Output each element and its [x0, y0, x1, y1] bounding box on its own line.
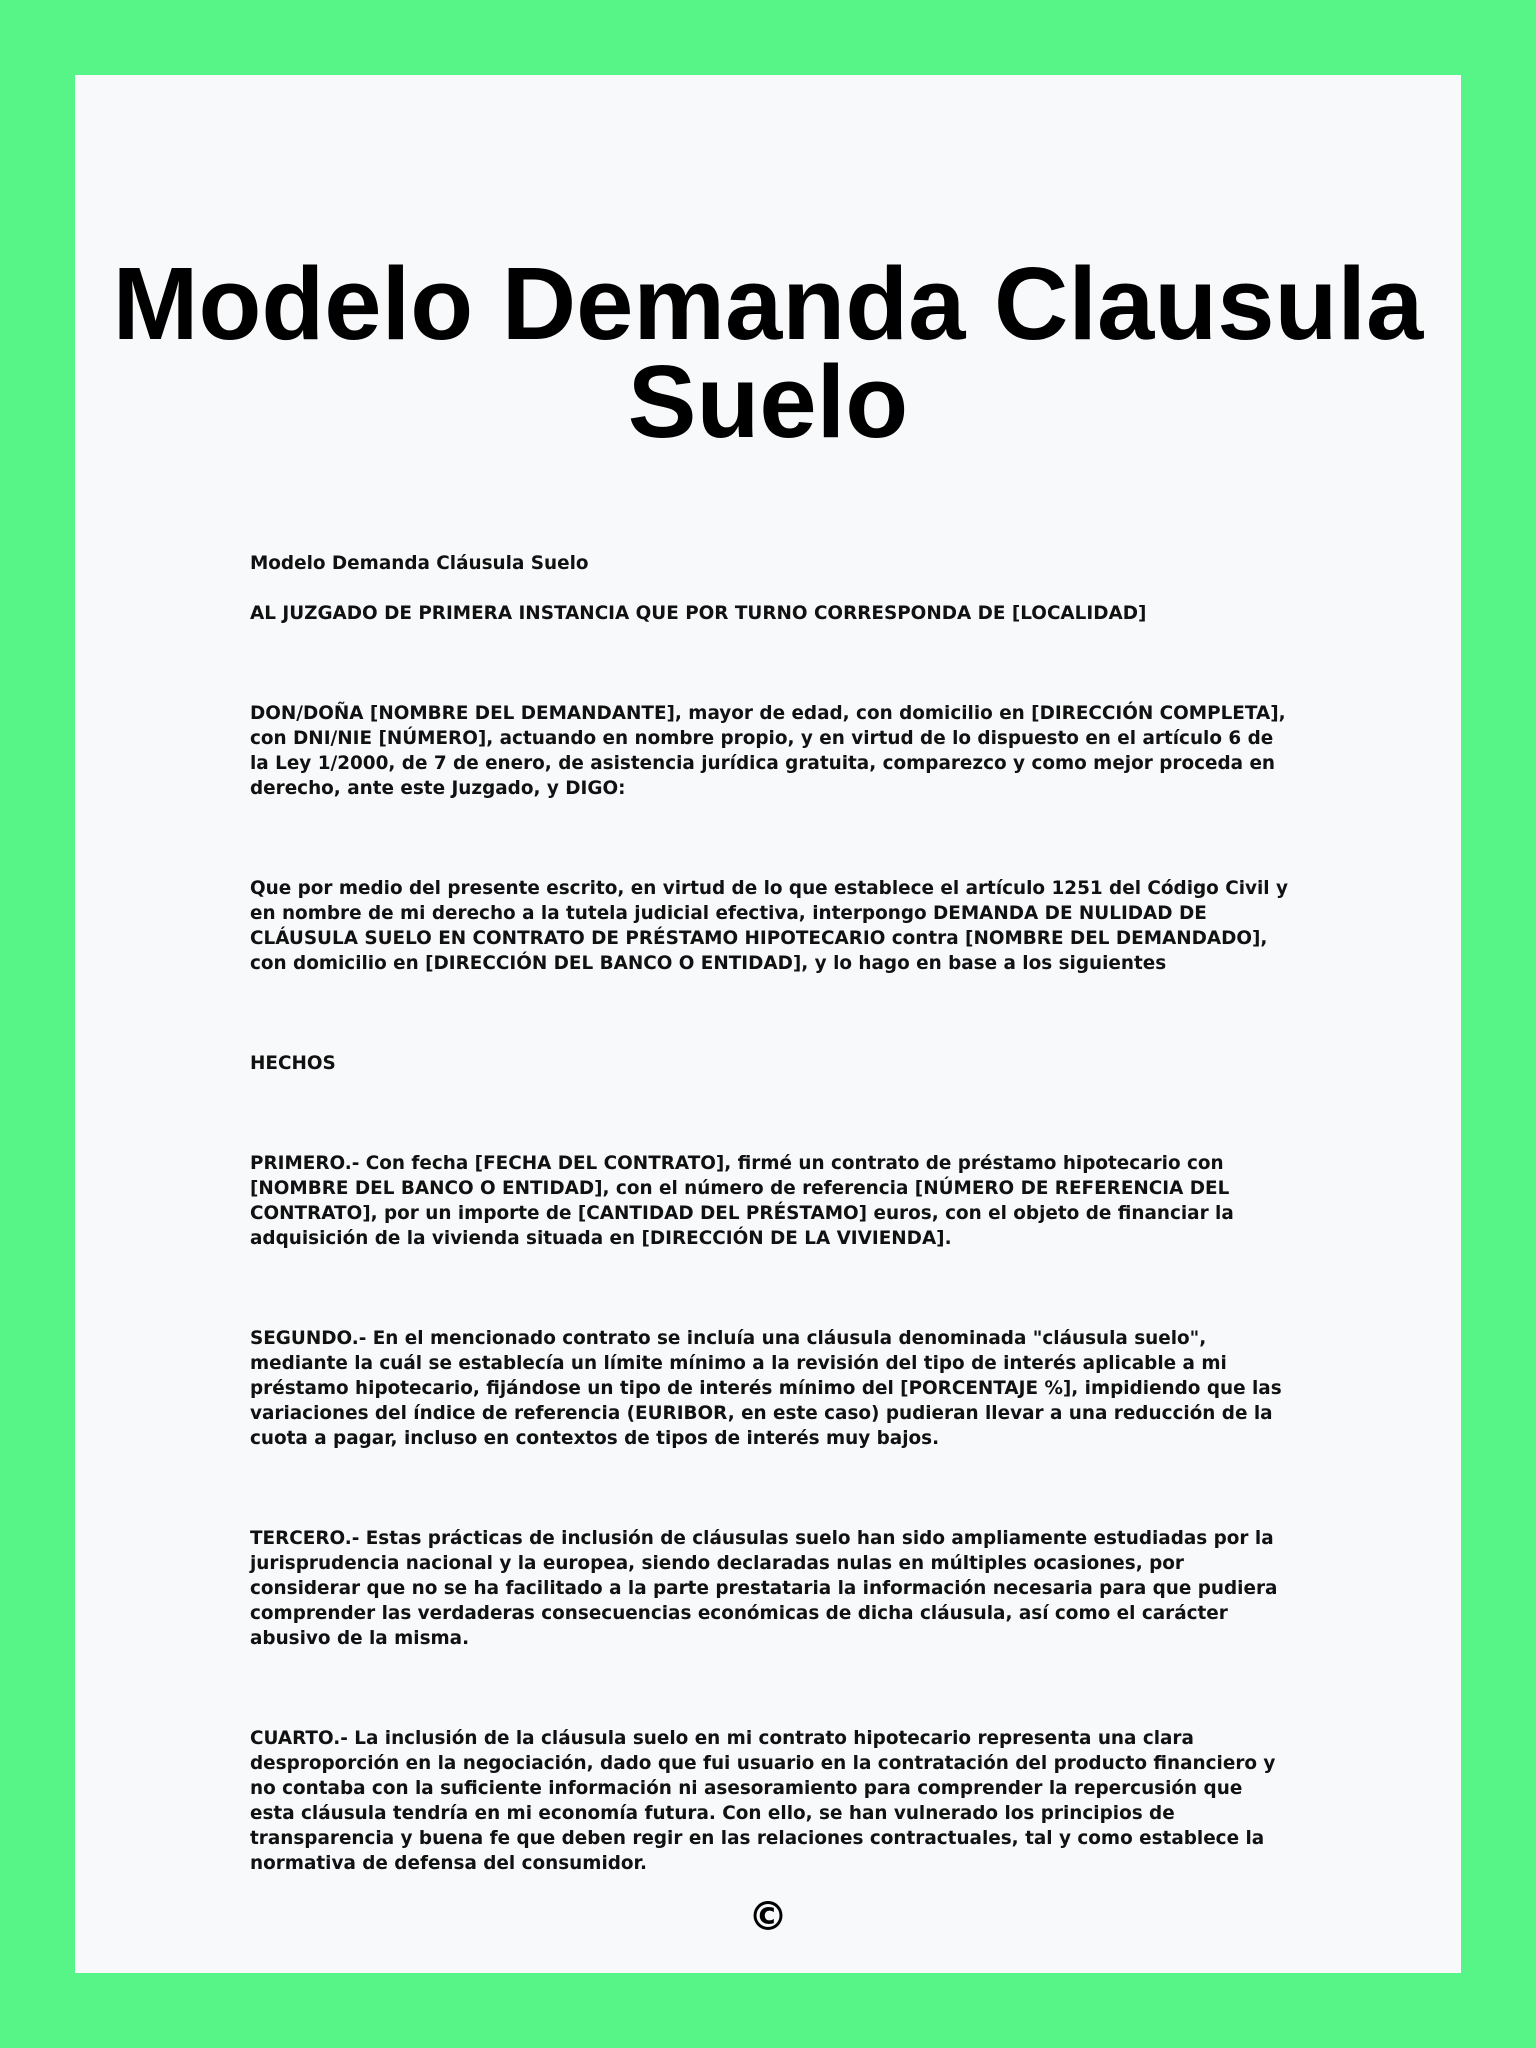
paragraph-segundo: SEGUNDO.- En el mencionado contrato se incluía una cláusula denominada "cláusula suelo", mediante la cuál se establecía un límite mínimo a la revisión del tipo de interés aplicable a mi préstamo hipotecario, fijándose un tipo de interés mínimo del [PORCENTAJE %], impidiendo que las variaciones del índice de referencia (EURIBOR, en este caso) pudieran llevar a una reducción de la cuota a pagar, incluso en contextos de tipos de interés muy bajos.: [250, 1328, 1282, 1449]
paragraph-primero: PRIMERO.- Con fecha [FECHA DEL CONTRATO], firmé un contrato de préstamo hipotecario con [NOMBRE DEL BANCO O ENTIDAD], con el número de referencia [NÚMERO DE REFERENCIA DEL CONTRATO], por un importe de [CANTIDAD DEL PRÉSTAMO] euros, con el objeto de financiar la adquisición de la vivienda situada en [DIRECCIÓN DE LA VIVIENDA].: [250, 1153, 1234, 1249]
copyright-icon: ©: [748, 1894, 788, 1940]
paragraph-court: AL JUZGADO DE PRIMERA INSTANCIA QUE POR TURNO CORRESPONDA DE [LOCALIDAD]: [250, 603, 1147, 624]
paragraph-plaintiff: DON/DOÑA [NOMBRE DEL DEMANDANTE], mayor de edad, con domicilio en [DIRECCIÓN COMPLETA], con DNI/NIE [NÚMERO], actuando en nombre propio, y en virtud de lo dispuesto en el artículo 6 de la Ley 1/2000, de 7 de enero, de asistencia jurídica gratuita, comparezco y como mejor proceda en derecho, ante este Juzgado, y DIGO:: [250, 703, 1286, 799]
document-page: [75, 75, 1461, 1973]
section-heading-hechos: HECHOS: [250, 1053, 336, 1074]
paragraph-heading: Modelo Demanda Cláusula Suelo: [250, 553, 589, 574]
document-title: Modelo Demanda Clausula Suelo: [112, 246, 1424, 459]
paragraph-tercero: TERCERO.- Estas prácticas de inclusión de cláusulas suelo han sido ampliamente estudiadas por la jurisprudencia nacional y la europea, siendo declaradas nulas en múltiples ocasiones, por considerar que no se ha facilitado a la parte prestataria la información necesaria para que pudiera comprender las verdaderas consecuencias económicas de dicha cláusula, así como el carácter abusivo de la misma.: [250, 1528, 1278, 1649]
paragraph-cuarto: CUARTO.- La inclusión de la cláusula suelo en mi contrato hipotecario representa una clara desproporción en la negociación, dado que fui usuario en la contratación del producto financiero y no contaba con la suficiente información ni asesoramiento para comprender la repercusión que esta cláusula tendría en mi economía futura. Con ello, se han vulnerado los principios de transparencia y buena fe que deben regir en las relaciones contractuales, tal y como establece la normativa de defensa del consumidor.: [250, 1728, 1276, 1874]
document-body: [250, 551, 1290, 1876]
paragraph-claim: Que por medio del presente escrito, en virtud de lo que establece el artículo 1251 del Código Civil y en nombre de mi derecho a la tutela judicial efectiva, interpongo DEMANDA DE NULIDAD DE CLÁUSULA SUELO EN CONTRATO DE PRÉSTAMO HIPOTECARIO contra [NOMBRE DEL DEMANDADO], con domicilio en [DIRECCIÓN DEL BANCO O ENTIDAD], y lo hago en base a los siguientes: [250, 878, 1288, 974]
